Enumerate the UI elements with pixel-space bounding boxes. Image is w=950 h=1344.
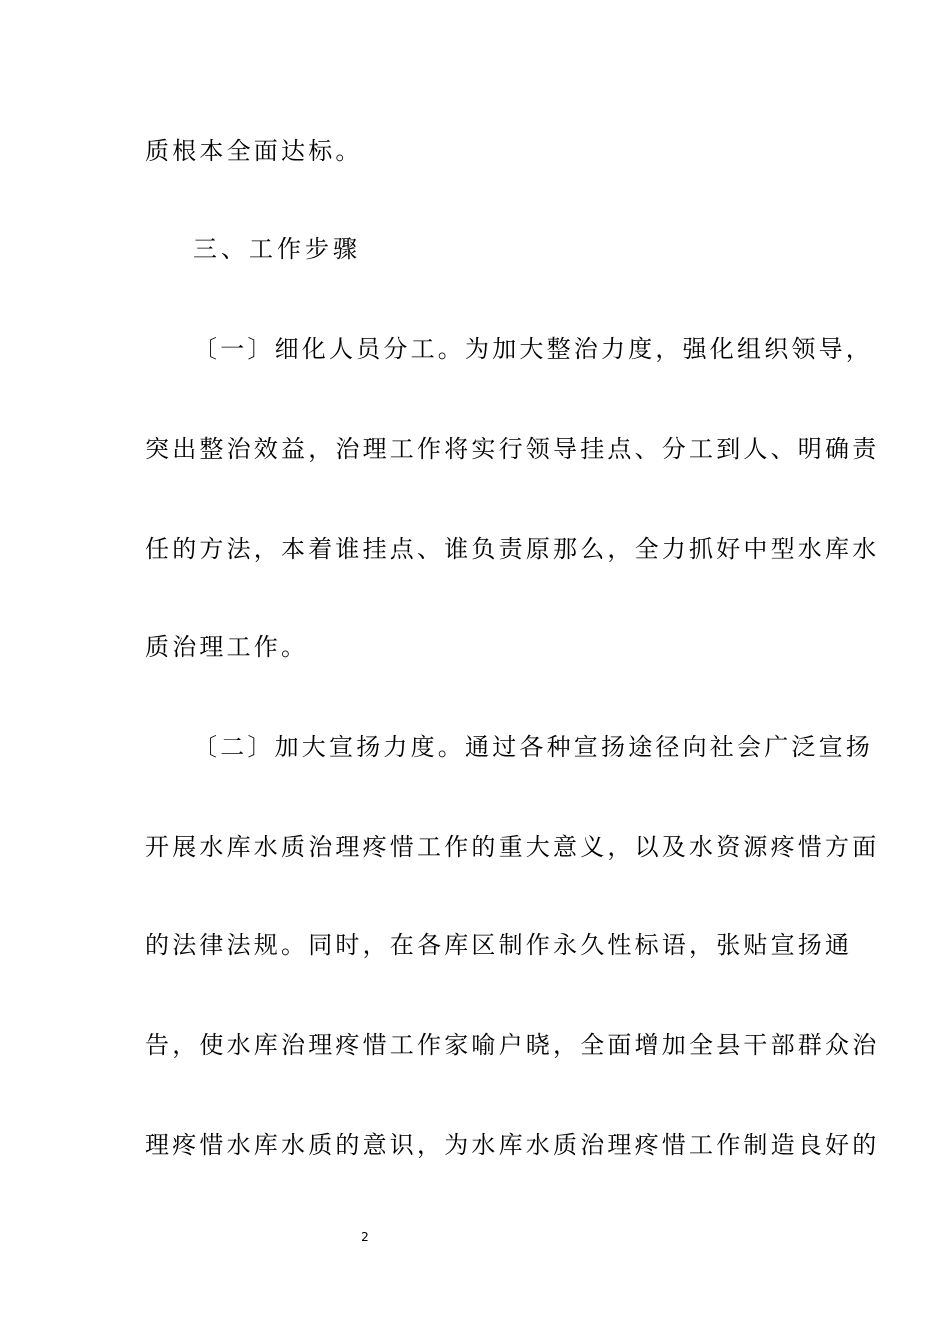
paragraph-line: 开展水库水质治理疼惜工作的重大意义，以及水资源疼惜方面 [145,833,880,861]
page-number: 2 [361,1230,369,1244]
paragraph-line: 的法律法规。同时，在各库区制作永久性标语，张贴宣扬通 [145,931,853,959]
paragraph-line: 质治理工作。 [145,633,309,661]
paragraph-line: 突出整治效益，治理工作将实行领导挂点、分工到人、明确责 [145,435,880,463]
paragraph-line: 告，使水库治理疼惜工作家喻户晓，全面增加全县干部群众治 [145,1031,880,1059]
paragraph-line: 质根本全面达标。 [145,137,363,165]
paragraph-line: 〔一〕细化人员分工。为加大整治力度，强化组织领导， [193,335,873,363]
section-heading: 三、工作步骤 [193,235,361,263]
paragraph-line: 〔二〕加大宣扬力度。通过各种宣扬途径向社会广泛宣扬 [193,733,873,761]
paragraph-line: 理疼惜水库水质的意识，为水库水质治理疼惜工作制造良好的 [145,1131,880,1159]
paragraph-line: 任的方法，本着谁挂点、谁负责原那么，全力抓好中型水库水 [145,535,880,563]
